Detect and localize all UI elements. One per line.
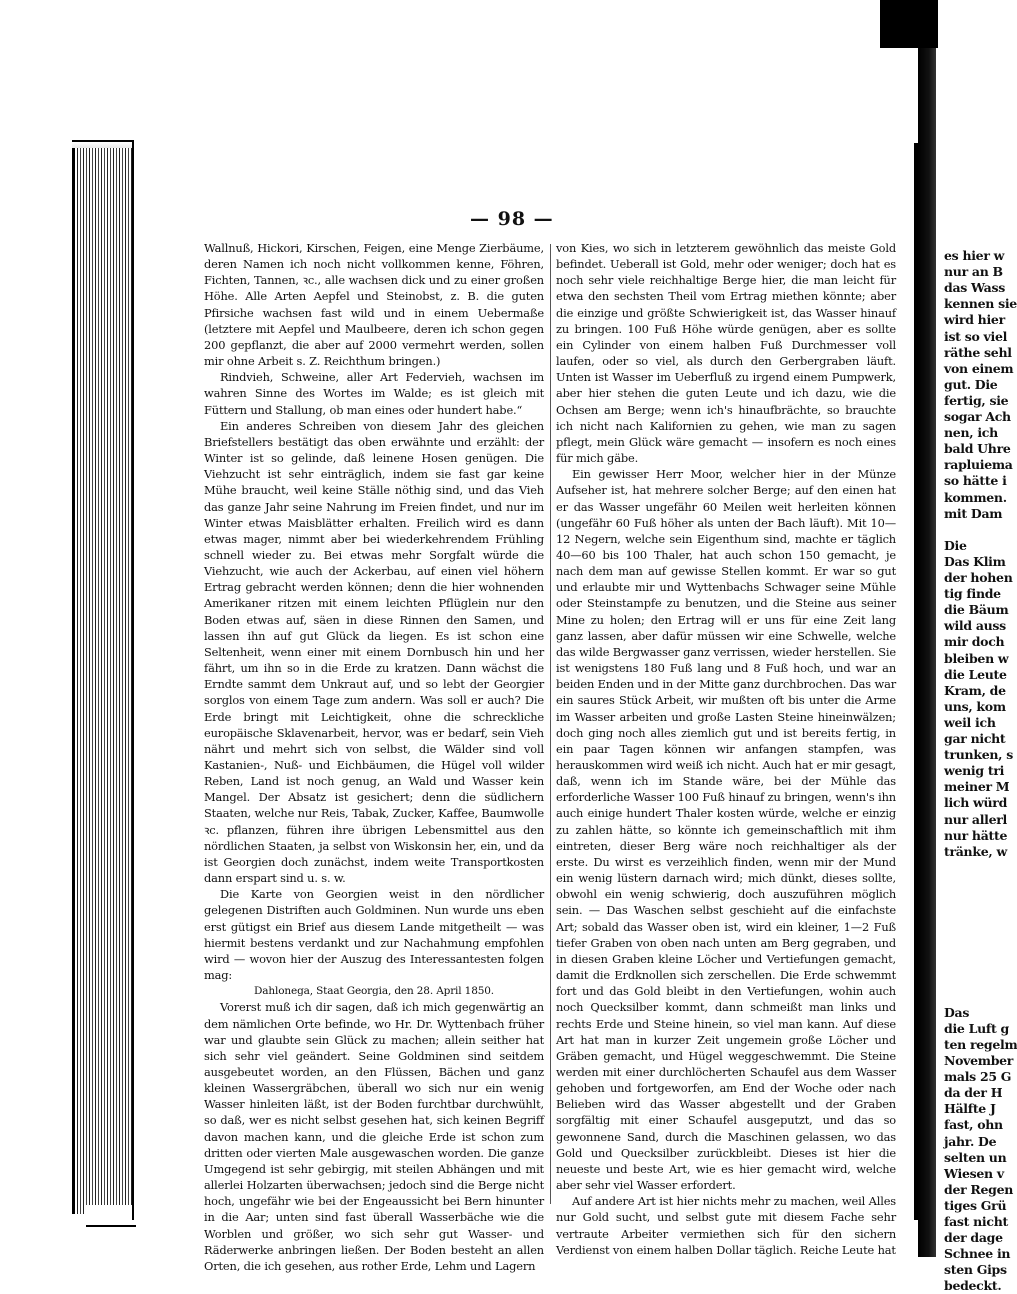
next-page-line: das Wass <box>944 280 1005 296</box>
next-page-line: ist so viel <box>944 328 1008 344</box>
next-page-line: fertig, sie <box>944 392 1009 408</box>
next-page-line: so hätte i <box>944 473 1007 489</box>
next-page-line: tränke, w <box>944 843 1007 859</box>
paragraph: Vorerst muß ich dir sagen, daß ich mich gegenwärtig an dem nämlichen Orte befinde, wo Hr. Dr. Wyttenbach früher war und glaubte sein Glück zu machen; allein seither hat sich sehr viel geändert. Seine Goldminen sind seitdem ausgebeutet worden, an den Flüssen, Bächen und ganz kleinen Wassergräbchen, überall wo sich nur ein wenig Wasser hinleiten läßt, ist der Boden furchtbar durchwühlt, so daß, wer es nicht selbst gesehen hat, sich keinen Begriff davon machen kann, und die gleiche Erde ist schon zum dritten oder vierten Male ausgewaschen worden. Die ganze Umgegend ist sehr gebirgig, mit steilen Abhängen und mit allerlei Holzarten überwachsen; jedoch sind die Berge nicht hoch, ungefähr wie bei der Engeaussicht bei Bern hinunter in die Aar; unten sind fast überall Wasserbäche wie die Worblen und größer, wo sich sehr gut Wasser- und Räderwerke anbringen ließen. Der Boden besteht an allen Orten, die ich gesehen, aus rother Erde, Lehm und Lagern <box>204 1000 544 1273</box>
next-page-line: die Leute <box>944 666 1007 682</box>
next-page-line: trunken, s <box>944 747 1013 763</box>
next-page-line: die Bäum <box>944 602 1009 618</box>
page-number: — 98 — <box>470 208 554 230</box>
next-page-line: uns, kom <box>944 698 1006 714</box>
next-page-line: ten regelm <box>944 1036 1017 1052</box>
next-page-line: bald Uhre <box>944 441 1011 457</box>
paragraph: Die Karte von Georgien weist in den nördlicher gelegenen Distriften auch Goldminen. Nun wurde uns eben erst gütigst ein Brief aus diesem Lande mitgetheilt — was hiermit bestens verdankt und zur Nachahmung empfohlen wird — wovon hier der Auszug des Interessantesten folgen mag: <box>204 887 544 983</box>
next-page-line: es hier w <box>944 248 1005 263</box>
next-page-line: mir doch <box>944 634 1005 650</box>
next-page-line: mit Dam <box>944 505 1003 521</box>
next-page-line: selten un <box>944 1149 1007 1165</box>
book-gutter <box>918 0 936 1257</box>
next-page-line: bleiben w <box>944 650 1009 666</box>
next-page-line: der hohen <box>944 570 1013 585</box>
next-page-line: kommen. <box>944 489 1007 505</box>
paragraph: Wallnuß, Hickori, Kirschen, Feigen, eine Menge Zierbäume, deren Namen ich noch nicht vollkommen kenne, Föhren, Fichten, Tannen, ꝛc., alle wachsen dick und zu einer großen Höhe. Alle Arten Aepfel und Steinobst, z. B. die guten Pfirsiche wachsen fast wild und in einem Uebermaße (letztere mit Aepfel und Maulbeere, deren ich schon gegen 200 gepflanzt, die aber auf 2000 vermehrt werden, sollen mir ohne Arbeit s. Z. Reichthum bringen.) <box>204 241 544 369</box>
next-page-line: mals 25 G <box>944 1069 1012 1085</box>
paragraph: Ein gewisser Herr Moor, welcher hier in der Münze Aufseher ist, hat mehrere solcher Berge; auf den einen hat er das Wasser ungefähr 60 Meilen weit herleiten können (ungefähr 60 Fuß höher als unten der Bach läuft). Mit 10—12 Negern, welche sein Eigenthum sind, machte er täglich 40—60 bis 100 Thaler, hat auch schon 150 gemacht, je nach dem man auf gewisse Stellen kommt. Er war so gut und erlaubte mir und Wyttenbachs Schwager seine Mühle oder Steinstampfe zu benutzen, und die Steine aus seiner Mine zu holen; den Ertrag will er uns für eine Zeit lang ganz lassen, aber dafür müssen wir eine Schwelle, welche das wilde Bergwasser ganz verrissen, wieder herstellen. Sie ist wenigstens 180 Fuß lang und 8 Fuß hoch, und war an beiden Enden und in der Mitte ganz durchbrochen. Das war ein saures Stück Arbeit, wir mußten oft bis unter die Arme im Wasser arbeiten und große Lasten Steine hineinwälzen; doch ging noch alles ziemlich gut und ist bereits fertig, in ein paar Tagen können wir anfangen stampfen, was herauskommen wird weiß ich nicht. Auch hat er mir gesagt, daß, wenn ich im Stande wäre, bei der Mühle das erforderliche Wasser 100 Fuß hinauf zu bringen, wenn's ihn auch einige hundert Thaler kosten würde, welche er einzig zu zahlen hätte, so könnte ich gemeinschaftlich mit ihm eintreten, dieser Berg wäre noch reichhaltiger als der erste. Du wirst es verzeihlich finden, wenn mir der Mund ein wenig lüstern darnach wird; mich dünkt, dieses sollte, obwohl ein wenig schwierig, doch auszuführen möglich sein. — Das Waschen selbst geschieht auf die einfachste Art; sobald das Wasser oben ist, wird ein kleiner, 1—2 Fuß tiefer Graben von oben nach unten am Berg gegraben, und in diesen Graben kleine Löcher und Vertiefungen gemacht, damit die Erdknollen sich zerschellen. Die Erde schwemmt fort und das Gold bleibt in den Vertiefungen, wohin auch noch Quecksilber kommt, dann schmeißt man links und rechts Erde und Steine hinein, so viel man kann. Auf diese Art hat man in kurzer Zeit ungemein große Löcher und Gräben gemacht, und Hügel weggeschwemmt. Die Steine werden mit einer durchlöcherten Schaufel aus dem Wasser gehoben und fortgeworfen, am End der Woche oder nach Belieben wird das Wasser abgestellt und der Graben sorgfältig mit einer Schaufel ausgeputzt, und das so gewonnene Sand, durch die Maschinen gelassen, wo das Gold und Quecksilber zurückbleibt. Dieses ist hier die neueste und beste Art, wie es hier gemacht wird, welche aber sehr viel Wasser erfordert. <box>556 467 896 1193</box>
column-divider <box>550 244 551 1204</box>
next-page-line: Schnee in <box>944 1246 1011 1262</box>
next-page-line: lich würd <box>944 795 1008 811</box>
next-page-line: wenig tri <box>944 763 1005 779</box>
next-page-line: November <box>944 1053 1014 1068</box>
next-page-line: nen, ich <box>944 425 998 441</box>
next-page-line: wild auss <box>944 618 1006 634</box>
next-page-line: nur hätte <box>944 827 1008 843</box>
next-page-line: gar nicht <box>944 731 1006 746</box>
next-page-line: von einem <box>944 360 1014 376</box>
next-page-line: Das Klim <box>944 553 1006 569</box>
paragraph: von Kies, wo sich in letzterem gewöhnlich das meiste Gold befindet. Ueberall ist Gold, mehr oder weniger; doch hat es noch sehr viele reichhaltige Berge hier, die man leicht für etwa den sechsten Theil vom Ertrag miethen könnte; aber die einzige und größte Schwierigkeit ist, das Wasser hinauf zu bringen. 100 Fuß Höhe würde genügen, aber es sollte ein Cylinder von einem halben Fuß Durchmesser voll laufen, oder so viel, als durch den Gerbergraben läuft. Unten ist Wasser im Ueberfluß zu irgend einem Pumpwerk, aber hier stehen die guten Leute und ich dazu, wie die Ochsen am Berge; wenn ich's hinaufbrächte, so brauchte ich nicht nach Kalifornien zu gehen, wie man zu sagen pflegt, mein Glück wäre gemacht — insofern es noch eines für mich gäbe. <box>556 241 896 466</box>
next-page-line: Das <box>944 1004 970 1020</box>
next-page-line: sten Gips <box>944 1262 1007 1278</box>
next-page-line: da der H <box>944 1085 1003 1101</box>
next-page-line: rapluiema <box>944 457 1013 473</box>
next-page-line: bedeckt. <box>944 1278 1002 1294</box>
left-column <box>204 240 544 1273</box>
next-page-line: tiges Grü <box>944 1197 1007 1213</box>
book-fore-edge-bottom <box>86 1205 136 1227</box>
paragraph: Rindvieh, Schweine, aller Art Federvieh, wachsen im wahren Sinne des Wortes im Walde; es ist gleich mit Füttern und Stallung, ob man eines oder hundert habe.“ <box>204 370 544 417</box>
next-page-line: räthe sehl <box>944 344 1012 360</box>
next-page-line: Die <box>944 537 967 553</box>
right-column <box>556 240 896 1257</box>
paragraph: Ein anderes Schreiben von diesem Jahr des gleichen Briefstellers bestätigt das oben erwähnte und erzählt: der Winter ist so gelinde, daß leinene Hosen genügen. Die Viehzucht ist sehr einträglich, indem sie fast gar keine Mühe braucht, weil keine Ställe nöthig sind, und das Vieh das ganze Jahr seine Nahrung im Freien findet, und nur im Winter etwas Maisblätter erhalten. Freilich wird es dann etwas mager, nimmt aber bei wiederkehrendem Frühling schnell wieder zu. Bei etwas mehr Sorgfalt würde die Viehzucht, wie auch der Ackerbau, auf einen viel höhern Ertrag gebracht werden können; denn die hier wohnenden Amerikaner ritzen mit einem leichten Pflüglein nur den Boden etwas auf, säen in diese Rinnen den Samen, und lassen ihn auf gut Glück da liegen. Es ist schon eine Seltenheit, wenn einer mit einem Dornbusch hin und her fährt, um ihn so in die Erde zu kratzen. Dann wächst die Erndte sammt dem Unkraut auf, und so lebt der Georgier sorglos von einem Tage zum andern. Was soll er auch? Die Erde bringt mit Leichtigkeit, ohne die schreckliche europäische Sklavenarbeit, hervor, was er bedarf, sein Vieh nährt und mehrt sich von selbst, die Wälder sind voll Kastanien-, Nuß- und Eichbäumen, die Hügel voll wilder Reben, Land ist noch genug, an Wald und Wasser kein Mangel. Der Absatz ist gesichert; denn die südlichern Staaten, welche nur Reis, Tabak, Zucker, Kaffee, Baumwolle ꝛc. pflanzen, führen ihre übrigen Lebensmittel aus den nördlichen Staaten, ja selbst von Wiskonsin her, ein, und da ist Georgien doch zunächst, indem weite Transportkosten dann erspart sind u. s. w. <box>204 418 544 886</box>
next-page-line: der Regen <box>944 1181 1014 1197</box>
next-page-line: nur an B <box>944 264 1003 280</box>
next-page-line: fast nicht <box>944 1214 1008 1229</box>
next-page-line: tig finde <box>944 586 1001 602</box>
next-page-line: Hälfte J <box>944 1101 996 1117</box>
next-page-line: weil ich <box>944 714 996 730</box>
next-page-line: Wiesen v <box>944 1165 1004 1181</box>
next-page-line: Kram, de <box>944 682 1006 698</box>
next-page-line: jahr. De <box>944 1133 997 1149</box>
next-page-line: die Luft g <box>944 1020 1009 1036</box>
next-page-line: der dage <box>944 1230 1003 1246</box>
next-page-line: fast, ohn <box>944 1117 1003 1133</box>
next-page-line: gut. Die <box>944 376 998 392</box>
book-fore-edge <box>72 148 137 1214</box>
next-page-line: meiner M <box>944 779 1010 795</box>
next-page-line: nur allerl <box>944 811 1007 827</box>
next-page-line: kennen sie <box>944 296 1017 312</box>
next-page-line: sogar Ach <box>944 409 1011 424</box>
paragraph: Auf andere Art ist hier nichts mehr zu machen, weil Alles nur Gold sucht, und selbst gute mit diesem Fache sehr vertraute Arbeiter vermiethen sich für den sichern Verdienst von einem halben Dollar täglich. Reiche Leute hat <box>556 1194 896 1257</box>
letter-dateline: Dahlonega, Staat Georgia, den 28. April 1850. <box>254 985 494 998</box>
next-page-fragment <box>938 0 1017 1294</box>
next-page-line: wird hier <box>944 312 1005 328</box>
